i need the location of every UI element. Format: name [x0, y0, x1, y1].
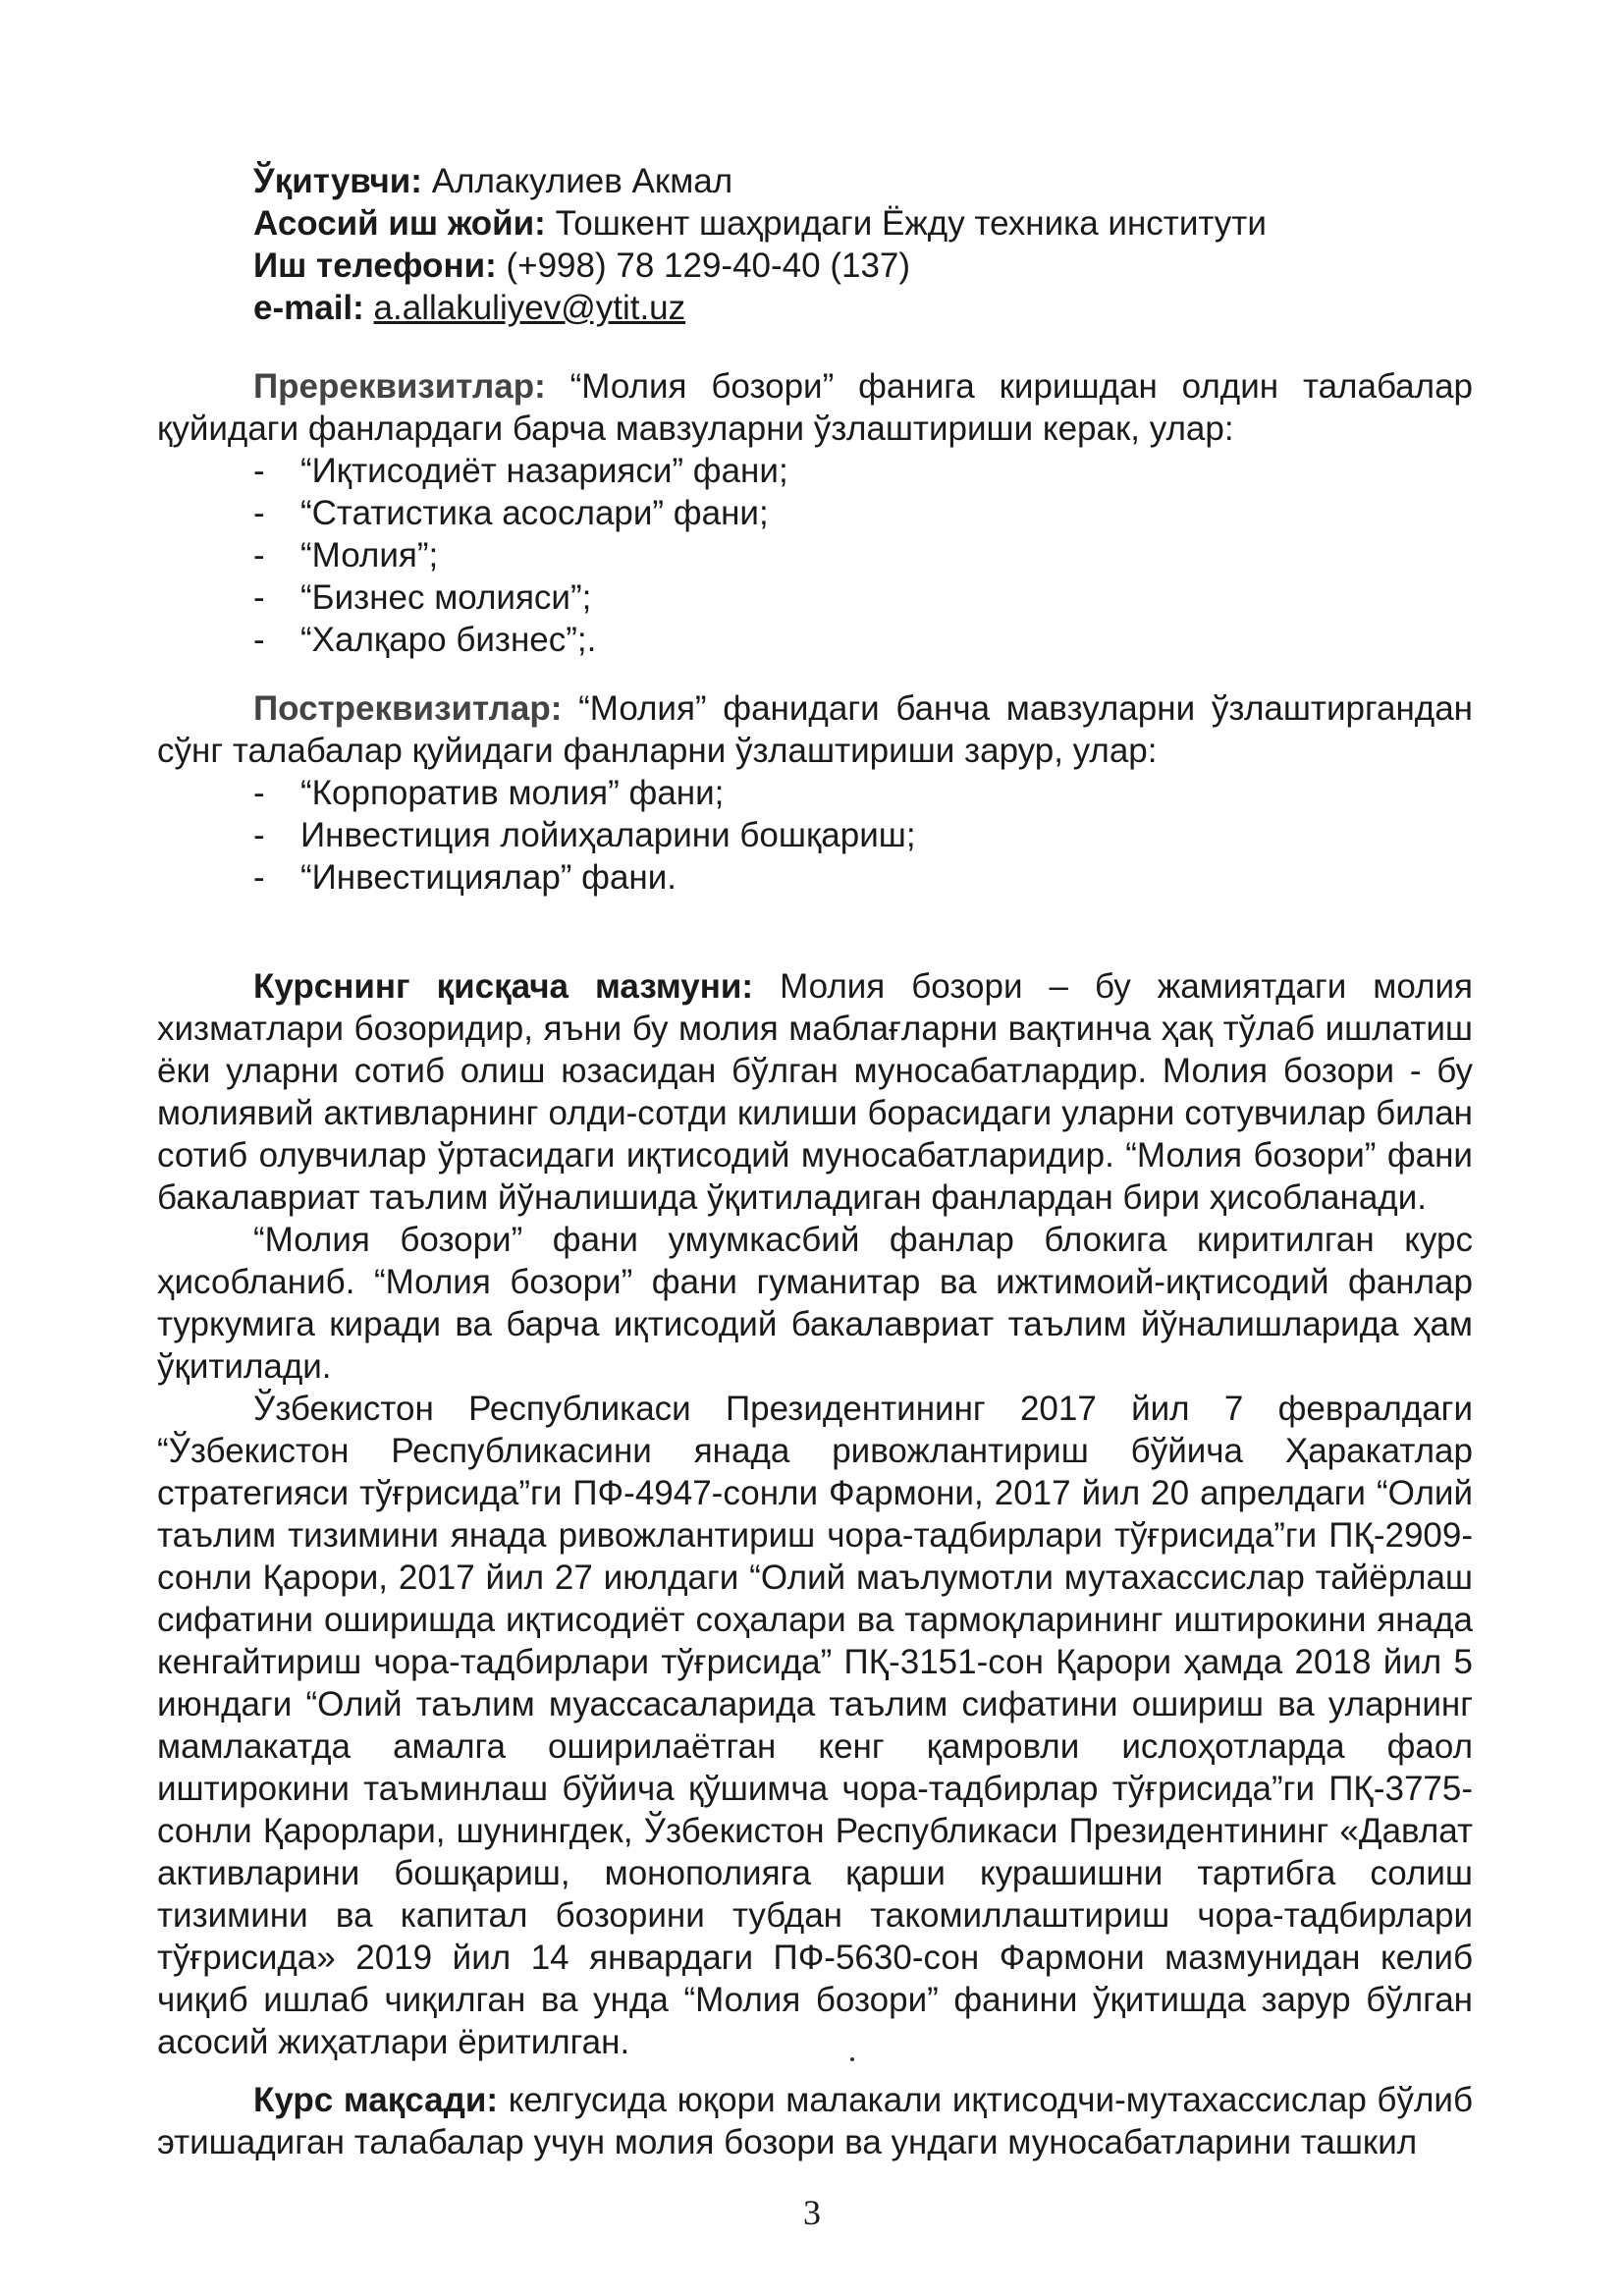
- list-dash: -: [253, 578, 265, 617]
- list-item-text: “Халқаро бизнес”;.: [300, 621, 597, 659]
- list-dash: -: [253, 536, 265, 574]
- workplace-label: Асосий иш жойи:: [253, 204, 546, 243]
- goal-section: [157, 2079, 1473, 2163]
- list-item: [157, 450, 1473, 492]
- contact-block: [253, 160, 1267, 329]
- prerequisites-text: “Молия бозори” фанига киришдан олдин талабалар қуйидаги фанлардаги барча мавзуларни ўзлаштириши керак, улар:: [157, 367, 1473, 448]
- phone-label: Иш телефони:: [253, 246, 497, 285]
- list-item-text: Инвестиция лойиҳаларини бошқариш;: [300, 816, 916, 854]
- stray-dot: [850, 2057, 854, 2061]
- list-dash: -: [253, 858, 265, 897]
- list-item: [157, 619, 1473, 661]
- prerequisites-paragraph: [157, 365, 1473, 450]
- goal-text: келгусида юқори малакали иқтисодчи-мутахассислар бўлиб этишадиган талабалар учун молия бозори ва ундаги муносабатларини ташкил: [157, 2081, 1474, 2161]
- list-item: [157, 772, 1473, 814]
- phone-row: [253, 245, 1267, 287]
- summary-text-1: Молия бозори – бу жамиятдаги молия хизматлари бозоридир, яъни бу молия маблағларни вақтинча ҳақ тўлаб ишлатиш ёки уларни сотиб олиш юзасидан бўлган муносабатлардир. Молия бозори - бу молиявий активларнинг олди-сотди килиши борасидаги уларни сотувчилар билан сотиб олувчилар ўртасидаги иқтисодий муносабатларидир. “Молия бозори” фани бакалавриат таълим йўналишида ўқитиладиган фанлардан бири ҳисобланади.: [157, 967, 1473, 1217]
- summary-section: [157, 965, 1473, 2063]
- goal-paragraph: [157, 2079, 1473, 2163]
- list-item: [157, 492, 1473, 534]
- summary-paragraph-2: “Молия бозори” фани умумкасбий фанлар блокига киритилган курс ҳисобланиб. “Молия бозори” фани гуманитар ва ижтимоий-иқтисодий фанлар туркумига киради ва барча иқтисодий бакалавриат таълим йўналишларида ҳам ўқитилади.: [157, 1221, 1473, 1386]
- list-item-text: “Статистика асослари” фани;: [300, 494, 769, 532]
- list-dash: -: [253, 494, 265, 532]
- teacher-row: [253, 160, 1267, 202]
- teacher-value: Аллакулиев Акмал: [431, 162, 733, 200]
- prerequisites-section: [157, 365, 1473, 661]
- email-label: e-mail:: [253, 289, 364, 327]
- workplace-row: [253, 202, 1267, 245]
- postrequisites-text: “Молия” фанидаги банча мавзуларни ўзлаштиргандан сўнг талабалар қуйидаги фанларни ўзлаштириши зарур, улар:: [157, 689, 1473, 770]
- teacher-label: Ўқитувчи:: [253, 162, 422, 200]
- list-item: [157, 814, 1473, 856]
- list-dash: -: [253, 774, 265, 812]
- postrequisites-list: [157, 772, 1473, 899]
- prerequisites-list: [157, 450, 1473, 661]
- summary-label: Курснинг қисқача мазмуни:: [253, 967, 754, 1006]
- list-item-text: “Корпоратив молия” фани;: [300, 774, 725, 812]
- workplace-value: Тошкент шаҳридаги Ёжду техника институти: [555, 204, 1267, 243]
- prerequisites-label: Пререквизитлар:: [253, 367, 546, 406]
- phone-value: (+998) 78 129-40-40 (137): [506, 246, 911, 285]
- postrequisites-label: Постреквизитлар:: [253, 689, 563, 728]
- list-item-text: “Молия”;: [300, 536, 439, 574]
- list-dash: -: [253, 621, 265, 659]
- list-dash: -: [253, 816, 265, 854]
- summary-paragraph-3: Ўзбекистон Республикаси Президентининг 2017 йил 7 февралдаги “Ўзбекистон Республикасини янада ривожлантириш бўйича Ҳаракатлар стратегияси тўғрисида”ги ПФ-4947-сонли Фармони, 2017 йил 20 апрелдаги “Олий таълим тизимини янада ривожлантириш чора-тадбирлари тўғрисида”ги ПҚ-2909-сонли Қарори, 2017 йил 27 июлдаги “Олий маълумотли мутахассислар тайёрлаш сифатини оширишда иқтисодиёт соҳалари ва тармоқларининг иштирокини янада кенгайтириш чора-тадбирлари тўғрисида” ПҚ-3151-сон Қарори ҳамда 2018 йил 5 июндаги “Олий таълим муассасаларида таълим сифатини ошириш ва уларнинг мамлакатда амалга оширилаётган кенг қамровли ислоҳотларда фаол иштирокини таъминлаш бўйича қўшимча чора-тадбирлар тўғрисида”ги ПҚ-3775-сонли Қарорлари, шунингдек, Ўзбекистон Республикаси Президентининг «Давлат активларини бошқариш, монополияга қарши курашишни тартибга солиш тизимини ва капитал бозорини тубдан такомиллаштириш чора-тадбирлари тўғрисида» 2019 йил 14 январдаги ПФ-5630-сон Фармони мазмунидан келиб чиқиб ишлаб чиқилган ва унда “Молия бозори” фанини ўқитишда зарур бўлган асосий жиҳатлари ёритилган.: [157, 1390, 1473, 2061]
- list-item: [157, 856, 1473, 899]
- email-row: [253, 287, 1267, 329]
- postrequisites-section: [157, 687, 1473, 899]
- summary-paragraph-1: [157, 965, 1473, 1219]
- list-item: [157, 576, 1473, 619]
- list-item-text: “Иқтисодиёт назарияси” фани;: [300, 452, 788, 490]
- list-item-text: “Бизнес молияси”;: [300, 578, 592, 617]
- page-number: 3: [803, 2193, 821, 2232]
- list-item: [157, 534, 1473, 576]
- goal-label: Курс мақсади:: [253, 2081, 499, 2119]
- list-dash: -: [253, 452, 265, 490]
- postrequisites-paragraph: [157, 687, 1473, 772]
- list-item-text: “Инвестициялар” фани.: [300, 858, 677, 897]
- email-link[interactable]: a.allakuliyev@ytit.uz: [373, 289, 686, 327]
